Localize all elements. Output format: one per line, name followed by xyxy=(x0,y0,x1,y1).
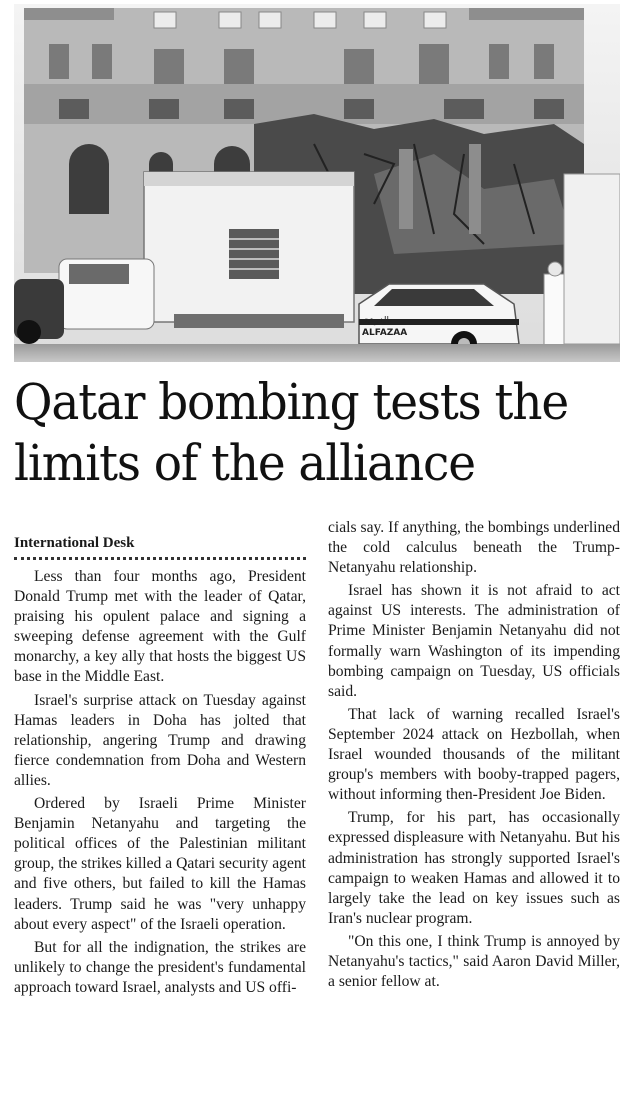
article-column-left xyxy=(14,533,306,1001)
vehicle-label: ALFAZAA xyxy=(362,328,408,338)
bombed-building-photo-icon xyxy=(14,4,620,362)
article-paragraph: That lack of warning recalled Israel's September 2024 attack on Hezbollah, when Israel wounded thousands of the militant group's members with booby-trapped pagers, without informing then-President Joe Biden. xyxy=(328,705,620,804)
article-paragraph: Israel has shown it is not afraid to act against US interests. The administration of Prime Minister Benjamin Netanyahu did not formally warn Washington of its impending bombing campaign on Tuesday, US officials said. xyxy=(328,582,620,700)
vehicle-label-arabic: الفزعة xyxy=(364,316,389,326)
headline-line-1: Qatar bombing tests the xyxy=(14,373,569,431)
headline xyxy=(14,372,584,494)
article-paragraph: But for all the indignation, the strikes are unlikely to change the president's fundamental approach toward Israel, analysts and US offi- xyxy=(14,938,306,996)
news-photo xyxy=(14,4,620,362)
byline: International Desk xyxy=(14,533,306,560)
article-column-right xyxy=(328,518,620,995)
article-paragraph: Trump, for his part, has occasionally expressed displeasure with Netanyahu. But his administration has strongly supported Israel's campaign to weaken Hamas and allowed it to largely take the lead on key issues such as Iran's nuclear program. xyxy=(328,809,620,927)
article-paragraph: "On this one, I think Trump is annoyed by Netanyahu's tactics," said Aaron David Miller, a senior fellow at. xyxy=(328,932,620,991)
article-paragraph: Ordered by Israeli Prime Minister Benjamin Netanyahu and targeting the political offices of the Palestinian militant group, the strikes killed a Qatari security agent and five others, but failed to kill the Hamas leaders. Trump said he was "very unhappy about every aspect" of the Israeli operation. xyxy=(14,795,306,933)
article-paragraph: Israel's surprise attack on Tuesday against Hamas leaders in Doha has jolted that relationship, angering Trump and drawing fierce condemnation from Doha and Western allies. xyxy=(14,691,306,789)
article-paragraph: Less than four months ago, President Donald Trump met with the leader of Qatar, praising his opulent palace and signing a sweeping defense agreement with the Gulf monarchy, a key ally that hosts the biggest US base in the Middle East. xyxy=(14,568,306,686)
article-paragraph-continuation: cials say. If anything, the bombings underlined the cold calculus beneath the Trump-Netanyahu relationship. xyxy=(328,519,620,577)
headline-line-2: limits of the alliance xyxy=(14,434,475,492)
